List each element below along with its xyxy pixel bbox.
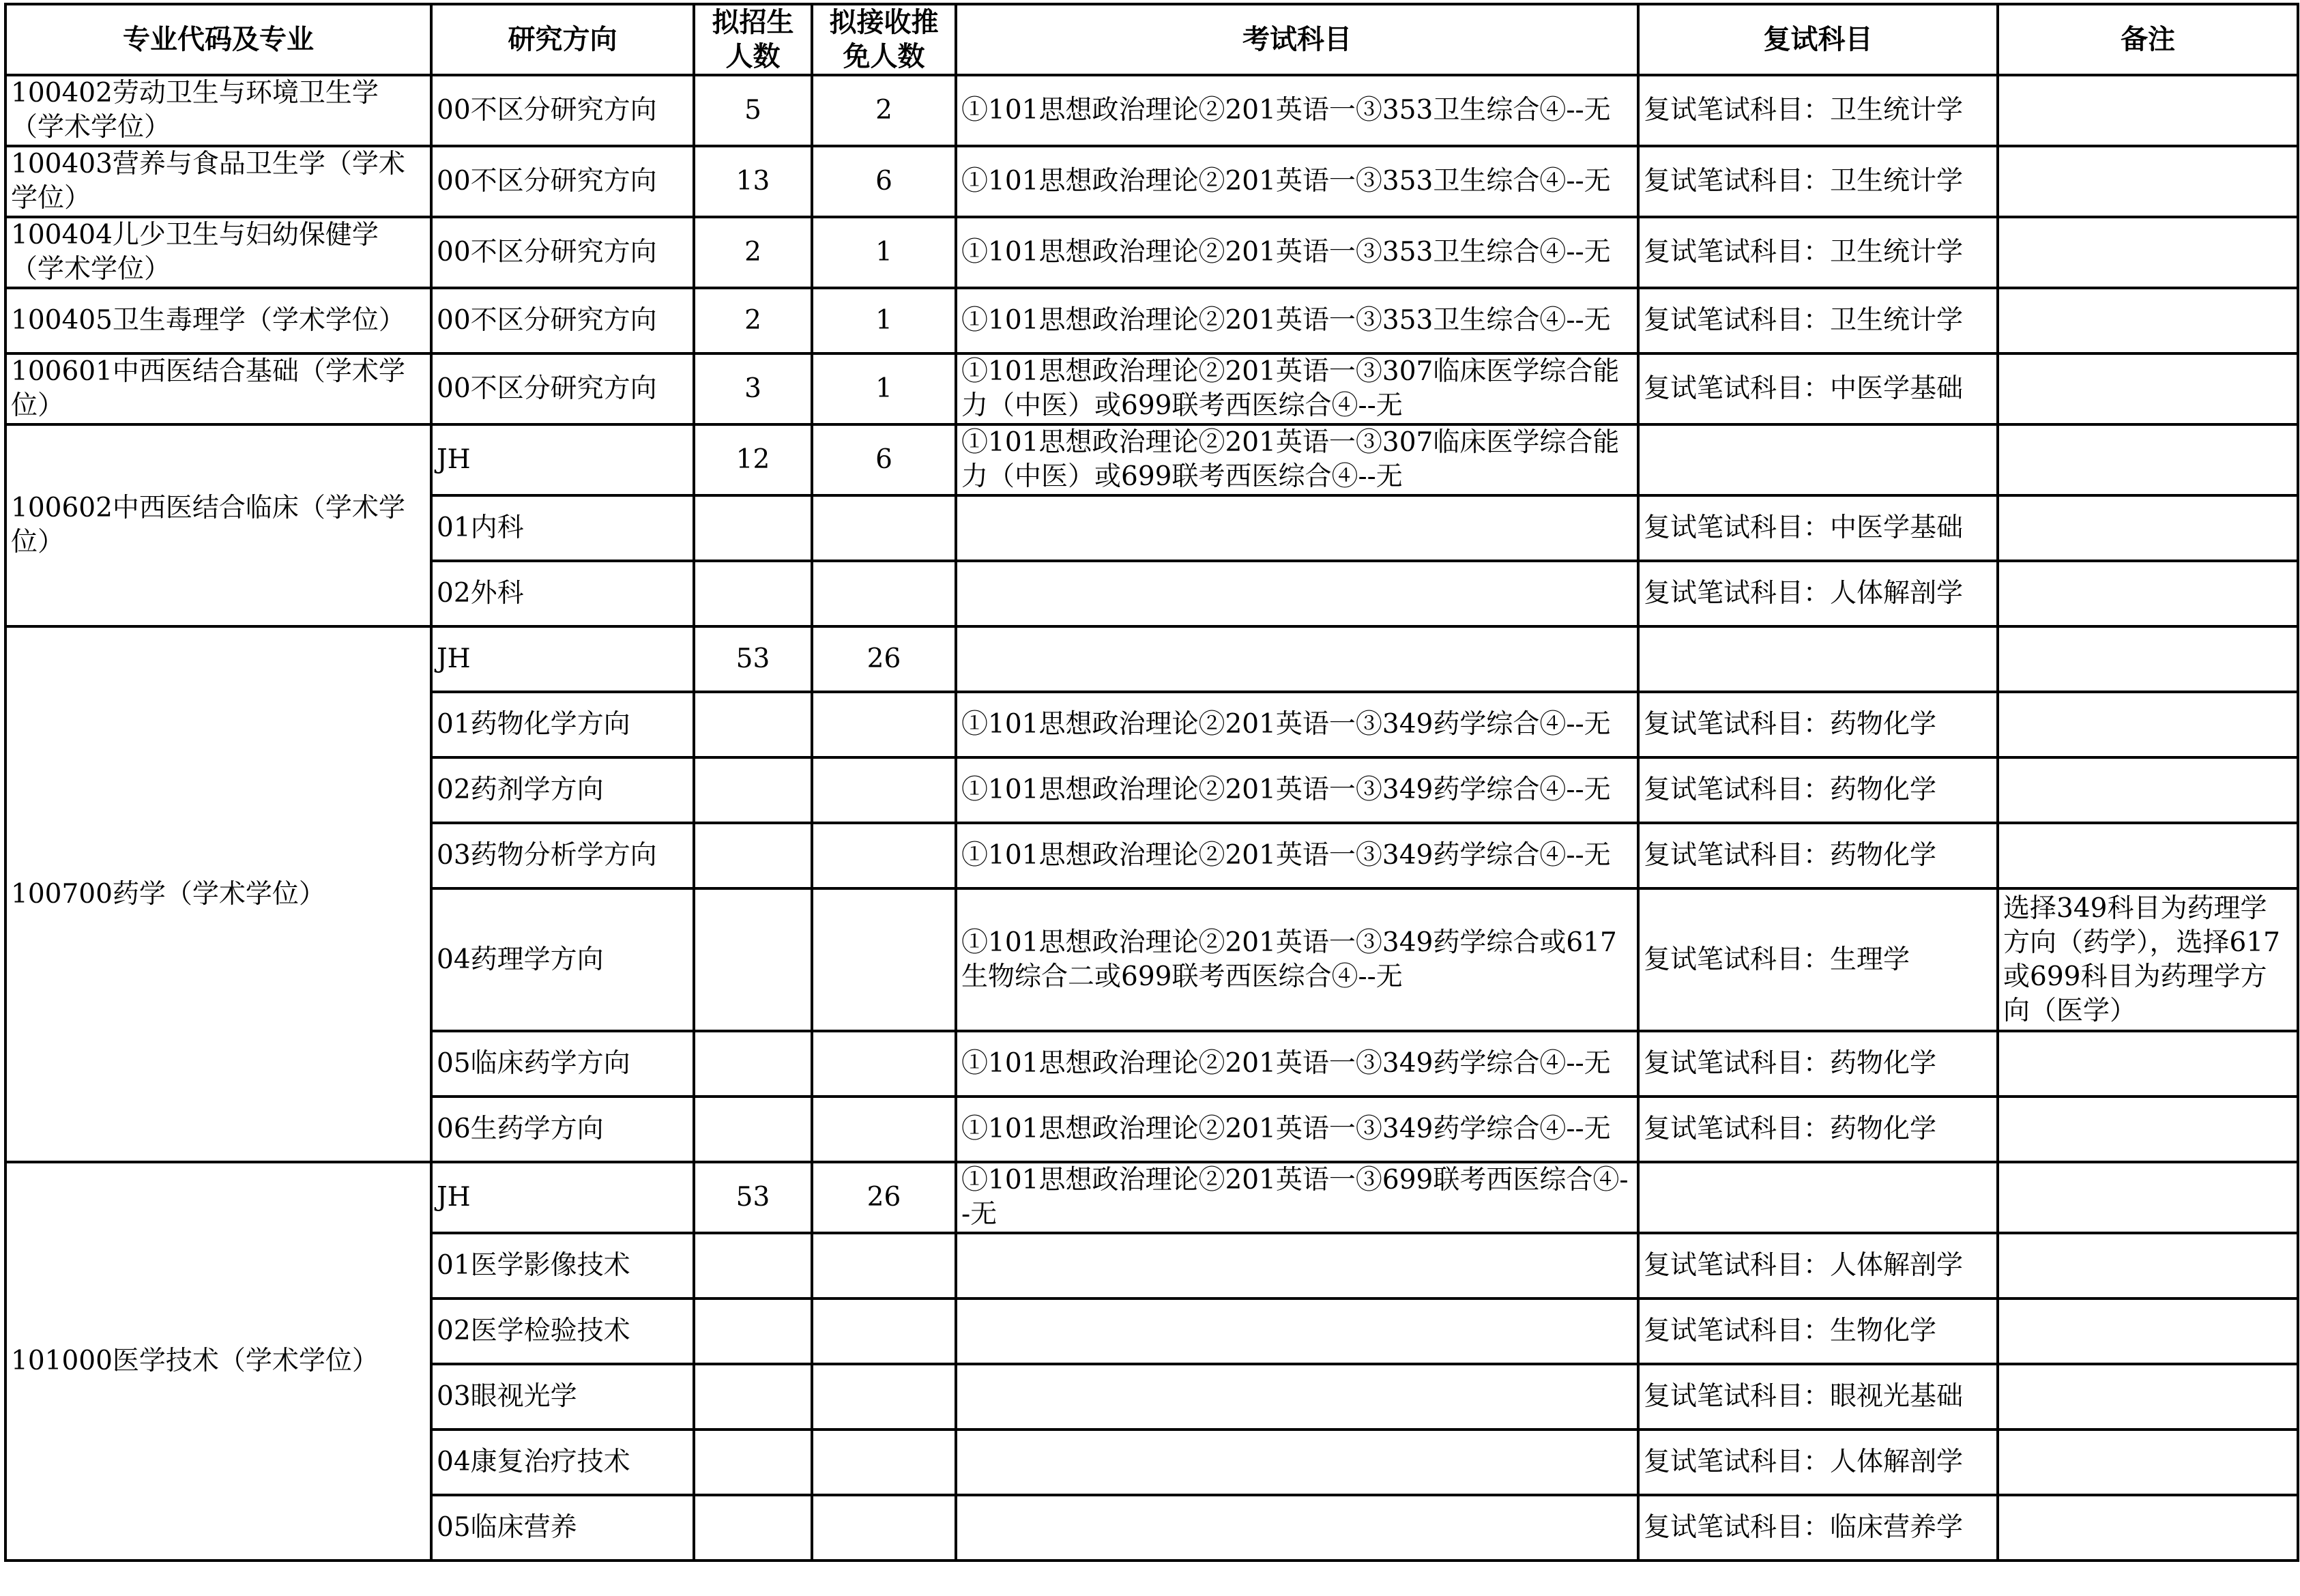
exam-cell: ①101思想政治理论②201英语一③353卫生综合④--无: [956, 217, 1638, 288]
direction-cell: 02药剂学方向: [431, 757, 694, 823]
exempt-cell: [812, 561, 956, 626]
retest-cell: 复试笔试科目：中医学基础: [1638, 495, 1998, 561]
enroll-cell: [694, 561, 812, 626]
note-cell: [1998, 626, 2298, 692]
direction-cell: 00不区分研究方向: [431, 353, 694, 424]
note-cell: [1998, 353, 2298, 424]
retest-cell: 复试笔试科目：人体解剖学: [1638, 1233, 1998, 1298]
exam-cell: ①101思想政治理论②201英语一③353卫生综合④--无: [956, 146, 1638, 217]
exempt-cell: 26: [812, 1162, 956, 1233]
note-cell: 选择349科目为药理学方向（药学），选择617或699科目为药理学方向（医学）: [1998, 888, 2298, 1031]
direction-cell: 01医学影像技术: [431, 1233, 694, 1298]
enroll-cell: [694, 495, 812, 561]
exam-cell: ①101思想政治理论②201英语一③349药学综合④--无: [956, 1031, 1638, 1097]
enroll-cell: 3: [694, 353, 812, 424]
retest-cell: [1638, 424, 1998, 495]
table-row: [5, 146, 2298, 217]
direction-cell: 03药物分析学方向: [431, 823, 694, 888]
note-cell: [1998, 1298, 2298, 1364]
retest-cell: 复试笔试科目：生理学: [1638, 888, 1998, 1031]
exam-cell: [956, 1298, 1638, 1364]
retest-cell: 复试笔试科目：生物化学: [1638, 1298, 1998, 1364]
table-row: [5, 626, 2298, 692]
major-cell: 100404儿少卫生与妇幼保健学（学术学位）: [5, 217, 431, 288]
enroll-cell: [694, 1298, 812, 1364]
exempt-cell: [812, 495, 956, 561]
exam-cell: ①101思想政治理论②201英语一③699联考西医综合④--无: [956, 1162, 1638, 1233]
exam-cell: ①101思想政治理论②201英语一③307临床医学综合能力（中医）或699联考西医综合④--无: [956, 353, 1638, 424]
note-cell: [1998, 1430, 2298, 1495]
admissions-table: [4, 3, 2299, 1562]
exam-cell: [956, 1233, 1638, 1298]
major-cell: 100403营养与食品卫生学（学术学位）: [5, 146, 431, 217]
retest-cell: 复试笔试科目：中医学基础: [1638, 353, 1998, 424]
enroll-cell: 2: [694, 288, 812, 353]
exempt-cell: [812, 1430, 956, 1495]
header-retest: 复试科目: [1638, 4, 1998, 75]
note-cell: [1998, 1162, 2298, 1233]
enroll-cell: 53: [694, 626, 812, 692]
exam-cell: [956, 1364, 1638, 1430]
retest-cell: 复试笔试科目：药物化学: [1638, 1097, 1998, 1162]
direction-cell: 01药物化学方向: [431, 692, 694, 757]
table-row: [5, 1162, 2298, 1233]
enroll-cell: [694, 1031, 812, 1097]
enroll-cell: [694, 1097, 812, 1162]
note-cell: [1998, 1495, 2298, 1561]
retest-cell: 复试笔试科目：卫生统计学: [1638, 146, 1998, 217]
exam-cell: [956, 1430, 1638, 1495]
exempt-cell: 1: [812, 217, 956, 288]
exempt-cell: [812, 888, 956, 1031]
note-cell: [1998, 1364, 2298, 1430]
exempt-cell: 1: [812, 353, 956, 424]
exempt-cell: [812, 1364, 956, 1430]
enroll-cell: [694, 823, 812, 888]
direction-cell: 00不区分研究方向: [431, 75, 694, 146]
note-cell: [1998, 217, 2298, 288]
retest-cell: [1638, 626, 1998, 692]
exam-cell: ①101思想政治理论②201英语一③349药学综合④--无: [956, 823, 1638, 888]
direction-cell: 00不区分研究方向: [431, 146, 694, 217]
retest-cell: 复试笔试科目：卫生统计学: [1638, 217, 1998, 288]
header-exempt: 拟接收推免人数: [812, 4, 956, 75]
exempt-cell: [812, 823, 956, 888]
header-exam: 考试科目: [956, 4, 1638, 75]
direction-cell: 02外科: [431, 561, 694, 626]
exempt-cell: 6: [812, 424, 956, 495]
header-major: 专业代码及专业: [5, 4, 431, 75]
exempt-cell: 1: [812, 288, 956, 353]
major-cell: 100602中西医结合临床（学术学位）: [5, 424, 431, 626]
retest-cell: 复试笔试科目：药物化学: [1638, 1031, 1998, 1097]
exam-cell: ①101思想政治理论②201英语一③353卫生综合④--无: [956, 288, 1638, 353]
note-cell: [1998, 757, 2298, 823]
note-cell: [1998, 1097, 2298, 1162]
note-cell: [1998, 1031, 2298, 1097]
note-cell: [1998, 146, 2298, 217]
retest-cell: 复试笔试科目：药物化学: [1638, 823, 1998, 888]
direction-cell: 03眼视光学: [431, 1364, 694, 1430]
exam-cell: [956, 626, 1638, 692]
retest-cell: 复试笔试科目：人体解剖学: [1638, 561, 1998, 626]
direction-cell: 02医学检验技术: [431, 1298, 694, 1364]
enroll-cell: [694, 1495, 812, 1561]
exempt-cell: [812, 692, 956, 757]
major-cell: 101000医学技术（学术学位）: [5, 1162, 431, 1561]
direction-cell: JH: [431, 1162, 694, 1233]
header-row: [5, 4, 2298, 75]
note-cell: [1998, 424, 2298, 495]
exam-cell: [956, 495, 1638, 561]
direction-cell: 04康复治疗技术: [431, 1430, 694, 1495]
table-row: [5, 288, 2298, 353]
exempt-cell: [812, 1298, 956, 1364]
exempt-cell: [812, 1097, 956, 1162]
direction-cell: JH: [431, 424, 694, 495]
exempt-cell: 26: [812, 626, 956, 692]
exam-cell: ①101思想政治理论②201英语一③349药学综合④--无: [956, 692, 1638, 757]
retest-cell: 复试笔试科目：临床营养学: [1638, 1495, 1998, 1561]
enroll-cell: [694, 692, 812, 757]
retest-cell: 复试笔试科目：眼视光基础: [1638, 1364, 1998, 1430]
retest-cell: 复试笔试科目：人体解剖学: [1638, 1430, 1998, 1495]
major-cell: 100405卫生毒理学（学术学位）: [5, 288, 431, 353]
retest-cell: 复试笔试科目：卫生统计学: [1638, 288, 1998, 353]
enroll-cell: 2: [694, 217, 812, 288]
note-cell: [1998, 75, 2298, 146]
direction-cell: 05临床药学方向: [431, 1031, 694, 1097]
header-direction: 研究方向: [431, 4, 694, 75]
enroll-cell: [694, 1233, 812, 1298]
exempt-cell: [812, 757, 956, 823]
major-cell: 100700药学（学术学位）: [5, 626, 431, 1162]
enroll-cell: 53: [694, 1162, 812, 1233]
exam-cell: [956, 561, 1638, 626]
enroll-cell: [694, 888, 812, 1031]
retest-cell: 复试笔试科目：卫生统计学: [1638, 75, 1998, 146]
note-cell: [1998, 288, 2298, 353]
note-cell: [1998, 495, 2298, 561]
exam-cell: ①101思想政治理论②201英语一③349药学综合④--无: [956, 757, 1638, 823]
major-cell: 100601中西医结合基础（学术学位）: [5, 353, 431, 424]
enroll-cell: 13: [694, 146, 812, 217]
enroll-cell: 5: [694, 75, 812, 146]
note-cell: [1998, 561, 2298, 626]
exam-cell: ①101思想政治理论②201英语一③307临床医学综合能力（中医）或699联考西医综合④--无: [956, 424, 1638, 495]
enroll-cell: 12: [694, 424, 812, 495]
note-cell: [1998, 823, 2298, 888]
exempt-cell: 6: [812, 146, 956, 217]
direction-cell: 00不区分研究方向: [431, 217, 694, 288]
retest-cell: 复试笔试科目：药物化学: [1638, 692, 1998, 757]
table-row: [5, 217, 2298, 288]
note-cell: [1998, 1233, 2298, 1298]
note-cell: [1998, 692, 2298, 757]
enroll-cell: [694, 1430, 812, 1495]
exempt-cell: [812, 1495, 956, 1561]
major-cell: 100402劳动卫生与环境卫生学（学术学位）: [5, 75, 431, 146]
direction-cell: 01内科: [431, 495, 694, 561]
exempt-cell: 2: [812, 75, 956, 146]
exempt-cell: [812, 1233, 956, 1298]
table-row: [5, 75, 2298, 146]
retest-cell: [1638, 1162, 1998, 1233]
direction-cell: 06生药学方向: [431, 1097, 694, 1162]
enroll-cell: [694, 757, 812, 823]
table-row: [5, 424, 2298, 495]
enroll-cell: [694, 1364, 812, 1430]
retest-cell: 复试笔试科目：药物化学: [1638, 757, 1998, 823]
table-row: [5, 353, 2298, 424]
header-enroll: 拟招生人数: [694, 4, 812, 75]
direction-cell: 00不区分研究方向: [431, 288, 694, 353]
direction-cell: 05临床营养: [431, 1495, 694, 1561]
exam-cell: [956, 1495, 1638, 1561]
exam-cell: ①101思想政治理论②201英语一③353卫生综合④--无: [956, 75, 1638, 146]
exam-cell: ①101思想政治理论②201英语一③349药学综合④--无: [956, 1097, 1638, 1162]
direction-cell: JH: [431, 626, 694, 692]
exempt-cell: [812, 1031, 956, 1097]
header-note: 备注: [1998, 4, 2298, 75]
exam-cell: ①101思想政治理论②201英语一③349药学综合或617生物综合二或699联考西医综合④--无: [956, 888, 1638, 1031]
direction-cell: 04药理学方向: [431, 888, 694, 1031]
